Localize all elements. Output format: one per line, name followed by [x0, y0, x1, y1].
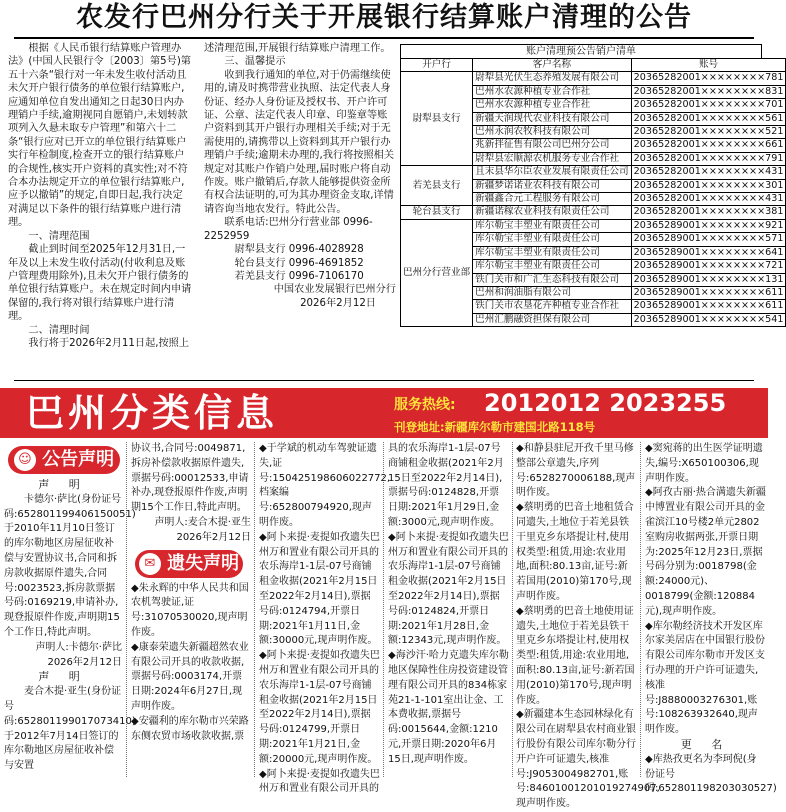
notice-column-2: [204, 42, 396, 310]
ad-entry: ◆安疆利的库尔勒市兴荣路东侧农贸市场收款收据,票: [131, 715, 249, 742]
ad-signer: 声明人:麦合木提·亚生: [154, 516, 251, 528]
account-cell: 20365289001××××××××721: [631, 260, 786, 273]
ad-entry: ◆朱永辉的中华人民共和国农机驾驶证,证号:31070530020,现声明作废。: [131, 582, 249, 638]
headline-rule: [14, 37, 754, 39]
hotline-numbers: 2012012 2023255: [484, 389, 727, 417]
account-cell: 20365282001××××××××831: [631, 85, 786, 98]
account-cell: 20365282001××××××××661: [631, 139, 786, 152]
customer-cell: 新疆诺稼农业科技有限责任公司: [473, 206, 632, 219]
customer-cell: 库尔勒宝丰塑业有限责任公司: [473, 246, 632, 259]
account-cell: 20365282001××××××××431: [631, 166, 786, 179]
account-cell: 20365289001××××××××921: [631, 219, 786, 232]
ads-column-4: [388, 442, 509, 768]
ad-heading: 声 明: [38, 670, 88, 684]
bank-cell: 巴州分行营业部: [401, 219, 473, 326]
account-cell: 20365282001××××××××521: [631, 126, 786, 139]
notice-paragraph: 根据《人民币银行结算账户管理办法》(中国人民银行令〔2003〕第5号)第五十六条“银行对一年未发生收付活动且未欠开户银行债务的单位银行结算账户,应通知单位自发出通知之日起30日内办理销户手续,逾期视同自愿销户,未划转款项列入久悬未取专户管理”和第六十二条“银行应对已开立的单位银行结算账户实行年检制度,检查开立的银行结算账户的合规性,核实开户资料的真实性;对不符合本办法规定开立的单位银行结算账户,应予以撤销”的规定,自即日起,我行决定对满足以下条件的银行结算账户进行清理。: [8, 43, 191, 229]
account-table-wrap: [400, 44, 784, 327]
ad-entry: ◆阿孜古丽·热合满遗失新疆中博置业有限公司开具的金雀滨江10号楼2单元2802室购房收据两张,开票日期为:2025年12月23日,票据号码分别为:0018798(金额:24000元)、0018799(金额:120884元),现声明作废。: [645, 487, 766, 617]
notice-paragraph: 收到我行通知的单位,对于仍需继续使用的,请及时携带营业执照、法定代表人身份证、经办人身份证及授权书、开户许可证、公章、法定代表人印章、印鉴章等账户资料到其开户银行办理相关手续;对于无需使用的,请携带以上资料到其开户银行办理销户手续;逾期未办理的,我行将按照相关规定对其账户作销户处理,届时账户将自动作废。账户撤销后,存款人能够提供资金所有权合法证明的,可为其办理资金支取,详情请咨询当地农发行。特此公告。: [204, 69, 395, 215]
account-cell: 20365289001××××××××571: [631, 233, 786, 246]
contact-line: 尉犁县支行 0996-4028928: [234, 244, 364, 256]
customer-cell: 巴州水农源种植专业合作社: [473, 85, 632, 98]
notice-paragraph: 我行将于2026年2月11日起,按照上: [28, 337, 190, 349]
account-table-row: [401, 72, 786, 85]
ad-heading: 声 明: [38, 478, 88, 491]
ad-entry: ◆于学斌的机动车驾驶证遗失,证号:150425198606022772,档案编号:652800794920,现声明作废。: [259, 443, 391, 528]
ad-entry: ◆蔡明勇的巴音土地租赁合同遗失,土地位于若羌县铁干里克乡东塔提让村,使用权类型:租赁,用途:农业用地,面积:80.13亩,证号:新若国用(2010)第170号,现声明作废。: [516, 502, 634, 602]
ads-column-1: [4, 478, 136, 774]
notice-column-1: [8, 42, 192, 350]
customer-cell: 巴州汇鹏融资担保有限公司: [473, 313, 632, 326]
customer-cell: 铁门关市农垦花卉种植专业合作社: [473, 300, 632, 313]
ad-entry: 麦合木提·亚生(身份证号码:652801199017073410)于2012年7月14日签订的库尔勒地区房屋征收补偿与安置: [4, 686, 136, 772]
bank-cell: 若羌县支行: [401, 166, 473, 206]
ad-date: 2026年2月12日: [176, 531, 251, 543]
account-cell: 20365289001××××××××641: [631, 246, 786, 259]
header-customer: 客户名称: [473, 59, 632, 72]
lost-notice-tag-label: 遗失声明: [167, 552, 240, 574]
ad-entry: 卡德尔·萨比(身份证号码:652801199406150051)于2010年11月10日签订的库尔勒地区房屋征收补偿与安置协议书,合同和拆房款收据原件遗失,合同号:0023523,拆房款票据号码:0169219,申请补办,现登报原件作废,声明期15个工作日,特此声明。: [4, 493, 136, 638]
ad-entry: ◆阿卜来提·麦提如孜遗失巴州万和置业有限公司开具的农乐海岸1-1层-07号商铺租金收据(2021年2月15日至2022年2月14日),票据号码:0124799,开票日期:2021年1月21日,金额:20000元,现声明作废。: [259, 650, 380, 765]
account-cell: 20365282001××××××××381: [631, 206, 786, 219]
notice-section: [0, 0, 784, 382]
customer-cell: 新疆梦诺诺业农科技有限公司: [473, 179, 632, 192]
announcement-tag-label: 公告声明: [42, 449, 115, 470]
account-cell: 20365289001××××××××131: [631, 273, 786, 286]
announcement-icon: ☺: [14, 449, 36, 471]
column-divider: [254, 442, 255, 777]
ad-entry: 具的农乐海岸1-1层-07号商铺租金收据(2021年2月15日至2022年2月14日),票据号码:0124828,开票日期:2021年1月29日,金额:3000元,现声明作废。: [388, 443, 504, 528]
ad-entry: 协议书,合同号:0049871,拆房补偿款收据原件遗失,票据号码:00012533,申请补办,现登报原件作废,声明期15个工作日,特此声明。: [131, 443, 249, 514]
ad-entry: ◆库尔勒经济技术开发区库尔家美居店在中国银行股份有限公司库尔勒市开发区支行办理的开户许可证遗失,核准号:J8880003276301,账号:108263932640,现声明作废。: [645, 620, 765, 736]
header-bank: 开户行: [401, 59, 473, 72]
account-cell: 20365282001××××××××781: [631, 72, 786, 85]
bank-cell: 尉犁县支行: [401, 72, 473, 166]
account-cell: 20365289001××××××××611: [631, 300, 786, 313]
customer-cell: 库尔勒宝丰塑业有限责任公司: [473, 233, 632, 246]
customer-cell: 且末县华尔臣农业发展有限责任公司: [473, 166, 632, 179]
customer-cell: 库尔勒宝丰塑业有限责任公司: [473, 260, 632, 273]
customer-cell: 新疆天润现代农业科技有限公司: [473, 112, 632, 125]
notice-paragraph: 截止到时间至2025年12月31日,一年及以上未发生收付活动(付收利息及账户管理费用除外),且未欠开户银行债务的单位银行结算账户。未在规定时间内申请保留的,我行将对银行结算账户进行清理。: [8, 244, 192, 323]
ads-column-5: [516, 442, 660, 812]
account-table-title: 账户清理预公告销户清单: [400, 44, 762, 58]
ad-signer: 声明人:卡德尔·萨比: [35, 641, 122, 653]
section-rule: [14, 380, 754, 381]
ads-column-6: [645, 442, 777, 797]
lost-notice-icon: ✉: [139, 553, 161, 575]
ad-entry: ◆阿卜来提·麦提如孜遗失巴州万和置业有限公司开具的农乐海岸1-1层-07号商铺租金收据(2021年2月15日至2022年2月14日),票据号码:0124824,开票日期:2021年1月28日,金额:12343元,现声明作废。: [388, 531, 509, 647]
account-table-header: [401, 59, 786, 72]
customer-cell: 尉犁县光伏生态养殖发展有限公司: [473, 72, 632, 85]
hotline-label: 服务热线:: [394, 397, 456, 413]
signature-date: 2026年2月12日: [300, 297, 376, 309]
customer-cell: 铁门关市和广汇生态科技有限公司: [473, 273, 632, 286]
account-table-row: [401, 166, 786, 179]
account-table: [400, 58, 786, 327]
classified-banner: [0, 388, 768, 438]
ad-entry: ◆窦宛蒋的出生医学证明遗失,编号:X650100306,现声明作废。: [645, 443, 763, 484]
account-cell: 20365282001××××××××791: [631, 152, 786, 165]
customer-cell: 新疆鑫合元工程服务有限公司: [473, 193, 632, 206]
account-cell: 20365282001××××××××301: [631, 179, 786, 192]
ad-entry: ◆海沙汗·哈力克遗失库尔勒地区保障性住房投资建设管理有限公司开具的834栋家苑21-1-101室出让金、工本费收据,票据号码:0015644,金额:1210元,开票日期:2020年6月15日,现声明作废。: [388, 650, 509, 765]
section-heading: 一、清理范围: [28, 230, 90, 242]
customer-cell: 兆新拌征售有限公司巴州分公司: [473, 139, 632, 152]
bank-cell: 轮台县支行: [401, 206, 473, 219]
contact-line: 联系电话:巴州分行营业部 0996-2252959: [204, 217, 373, 242]
account-cell: 20365282001××××××××431: [631, 193, 786, 206]
contact-line: 若羌县支行 0996-7106170: [234, 270, 364, 282]
announcement-tag: [8, 446, 120, 474]
column-divider: [383, 442, 384, 777]
headline: 农发行巴州分行关于开展银行结算账户清理的公告: [76, 2, 692, 33]
banner-address: 刊登地址:新疆库尔勒市建国北路118号: [394, 420, 596, 434]
ads-column-2: [131, 442, 251, 744]
ad-entry: ◆库热孜更名为李珂倪(身份证号码:652801198203030527): [645, 753, 777, 795]
account-table-row: [401, 219, 786, 232]
customer-cell: 巴州和润油脂有限公司: [473, 286, 632, 299]
contact-line: 轮台县支行 0996-4691852: [234, 257, 364, 269]
ad-entry: ◆阿卜来提·麦提如孜遗失巴州万和置业有限公司开具的: [259, 768, 380, 795]
customer-cell: 巴州水农源种植专业合作社: [473, 99, 632, 112]
customer-cell: 库尔勒宝丰塑业有限责任公司: [473, 219, 632, 232]
customer-cell: 巴州永润农牧科技有限公司: [473, 126, 632, 139]
customer-cell: 尉犁县宏顺源农机服务专业合作社: [473, 152, 632, 165]
ad-heading: 更 名: [680, 737, 731, 751]
lost-notice-tag: [135, 550, 243, 578]
account-cell: 20365289001××××××××611: [631, 286, 786, 299]
header-account: 账号: [631, 59, 786, 72]
section-heading: 三、温馨提示: [224, 56, 286, 68]
ad-entry: ◆阿卜来提·麦提如孜遗失巴州万和置业有限公司开具的农乐海岸1-1层-07号商铺租金收据(2021年2月15日至2022年2月14日),票据号码:0124794,开票日期:2021年1月11日,金额:30000元,现声明作废。: [259, 531, 380, 647]
ad-entry: ◆新疆建本生态园林绿化有限公司在尉犁县农村商业银行股份有限公司库尔勒分行开户许可证遗失,核准号:J9053004982701,账号:84601001201019274907,现声明作废。: [516, 709, 660, 810]
section-heading: 二、清理时间: [28, 324, 90, 336]
account-cell: 20365289001××××××××541: [631, 313, 786, 326]
account-table-row: [401, 206, 786, 219]
ad-entry: ◆康泰荣遗失新疆超然农业有限公司开具的收款收据,票据号码:0003174,开票日期:2024年6月27日,现声明作废。: [131, 641, 249, 712]
ad-entry: ◆和静县驻尼开孜千里马修整部公章遗失,序列号:6528270006188,现声明作废。: [516, 443, 636, 499]
notice-paragraph: 述清理范围,开展银行结算账户清理工作。: [204, 43, 391, 54]
banner-title: 巴州分类信息: [26, 391, 279, 435]
account-cell: 20365282001××××××××701: [631, 99, 786, 112]
ad-date: 2026年2月12日: [47, 656, 122, 668]
lost-tag-slot: [131, 546, 251, 582]
column-divider: [640, 442, 641, 777]
ad-entry: ◆蔡明勇的巴音土地使用证遗失,土地位于若羌县铁干里克乡东塔提让村,使用权类型:租赁,用途:农业用地,面积:80.13亩,证号:新若国用(2010)第170号,现声明作废。: [516, 605, 635, 706]
signature-org: 中国农业发展银行巴州分行: [273, 284, 396, 296]
column-divider: [512, 442, 513, 777]
ads-column-3: [259, 442, 391, 797]
account-cell: 20365282001××××××××561: [631, 112, 786, 125]
